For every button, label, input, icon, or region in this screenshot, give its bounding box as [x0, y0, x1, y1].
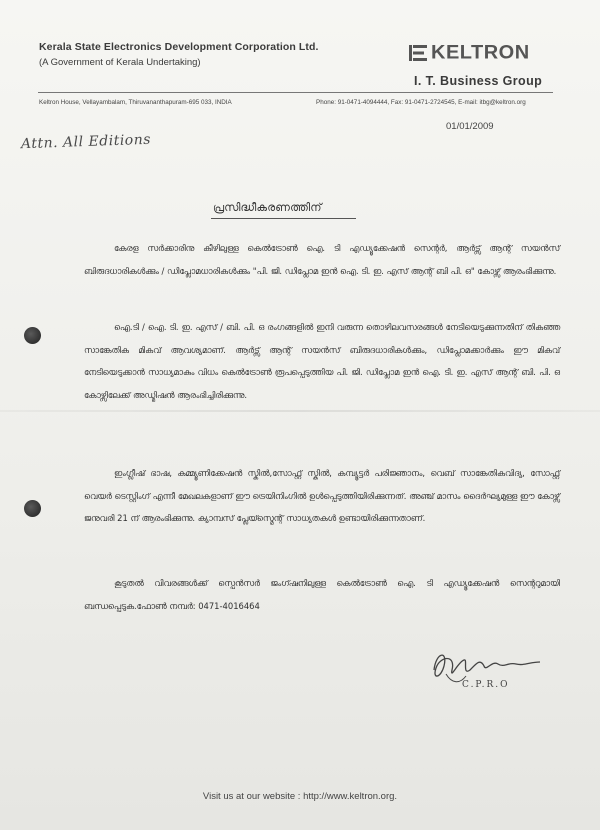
paragraph-2	[84, 316, 560, 406]
org-name: Kerala State Electronics Development Corporation Ltd.	[39, 41, 319, 53]
contact-details: Phone: 91-0471-4094444, Fax: 91-0471-2724545, E-mail: itbg@keltron.org	[316, 99, 526, 106]
paragraph-text: ഇംഗ്ലീഷ് ഭാഷ, കമ്മ്യൂണിക്കേഷൻ സ്കിൽ,സോഫ്റ്റ് സ്കിൽ, കമ്പ്യൂട്ടർ പരിജ്ഞാനം, വെബ് സാങ്കേതികവിദ്യ, സോഫ്റ്റ് വെയർ ടെസ്റ്റിംഗ് എന്നീ മേഖലകളാണ് ഈ ട്രെയിനിംഗിൽ ഉൾപ്പെടുത്തിയിരിക്കുന്നത്. അഞ്ച് മാസം ദൈർഘ്യമുള്ള ഈ കോഴ്സ് ജനുവരി 21 ന് ആരംഭിക്കുന്നു. ക്യാമ്പസ് പ്ലേയ്സ്മെന്റ് സാധ്യതകൾ ഉണ്ടായിരിക്കുന്നതാണ്.	[84, 468, 560, 524]
paragraph-4	[84, 572, 560, 617]
paragraph-text: കേരള സർക്കാരിനു കീഴിലുള്ള കെൽട്രോൺ ഐ. ടി എഡ്യൂക്കേഷൻ സെന്റർ, ആർട്സ് ആന്റ് സയൻസ് ബിരുദധാരികൾക്കും / ഡിപ്ലോമധാരികൾക്കും "പി. ജി. ഡിപ്ലോമ ഇൻ ഐ. ടി. ഇ. എസ് ആന്റ് ബി പി. ഒ" കോഴ്സ് ആരംഭിക്കുന്നു.	[84, 243, 560, 276]
signatory-title: C.P.R.O	[462, 680, 510, 690]
header-divider	[38, 92, 553, 93]
paper-fold	[0, 410, 600, 412]
press-release-heading: പ്രസിദ്ധീകരണത്തിന്	[213, 201, 322, 214]
paragraph-text: കൂടുതൽ വിവരങ്ങൾക്ക് സ്പെൻസർ ജംഗ്ഷനിലുള്ള കെൽട്രോൺ ഐ. ടി എഡ്യൂക്കേഷൻ സെന്ററുമായി ബന്ധപ്പെടുക.ഫോൺ നമ്പർ: 0471-4016464	[84, 578, 560, 611]
business-group: I. T. Business Group	[414, 74, 543, 88]
keltron-mark-icon	[408, 43, 428, 63]
paragraph-3	[84, 462, 560, 530]
paragraph-text: ഐ.ടി / ഐ. ടി. ഇ. എസ് / ബി. പി. ഒ രംഗങ്ങളിൽ ഇനി വരുന്ന തൊഴിലവസരങ്ങൾ നേടിയെടുക്കുന്നതിന് തികഞ്ഞ സാങ്കേതിക മികവ് ആവശ്യമാണ്. ആർട്സ് ആന്റ് സയൻസ് ബിരുദധാരികൾക്കും, ഡിപ്ലോമക്കാർക്കും ഈ മികവ് നേടിയെടുക്കാൻ സാധ്യമാകും വിധം കെൽട്രോൺ രൂപപ്പെടുത്തിയ പി. ജി. ഡിപ്ലോമ ഇൻ ഐ. ടി. ഇ. എസ് ആന്റ് ബി. പി. ഒ കോഴ്സിലേക്ക് അഡ്മിഷൻ ആരംഭിച്ചിരിക്കുന്നു.	[84, 322, 560, 400]
logo-text: KELTRON	[431, 42, 530, 63]
org-subtitle: (A Government of Kerala Undertaking)	[39, 57, 201, 68]
keltron-logo	[408, 41, 530, 65]
attention-note: Attn. All Editions	[20, 131, 152, 153]
punch-hole	[24, 500, 41, 517]
letter-date: 01/01/2009	[446, 121, 494, 132]
heading-underline	[211, 218, 356, 219]
address: Keltron House, Vellayambalam, Thiruvananthapuram-695 033, INDIA	[39, 99, 232, 106]
punch-hole	[24, 327, 41, 344]
website-footer: Visit us at our website : http://www.keltron.org.	[202, 791, 398, 802]
paragraph-1	[84, 237, 560, 282]
